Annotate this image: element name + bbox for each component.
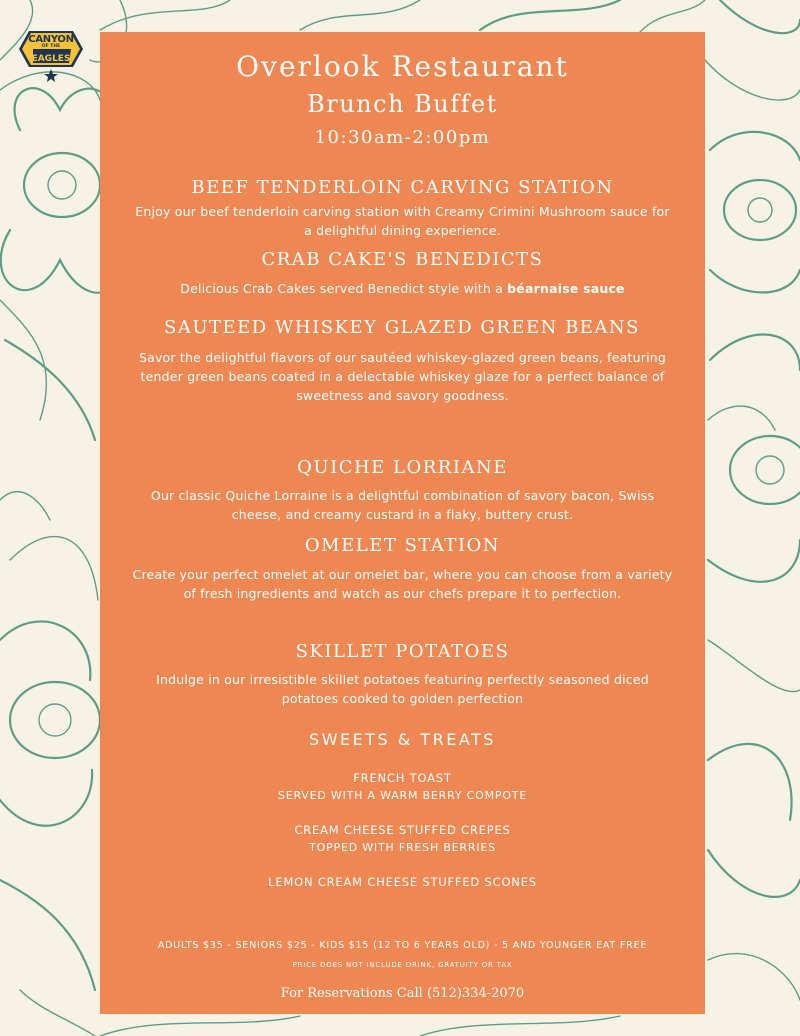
- flower-illustration: [708, 335, 800, 1000]
- sweets-item-name: FRENCH TOAST: [353, 771, 452, 785]
- menu-item-description: Enjoy our beef tenderloin carving station with Creamy Crimini Mushroom sauce for a delightful dining experience.: [135, 204, 670, 238]
- description-bold-text: béarnaise sauce: [507, 281, 625, 296]
- logo-text-of-the: OF THE: [41, 44, 61, 49]
- menu-item-description: Indulge in our irresistible skillet potatoes featuring perfectly seasoned diced potatoes cooked to golden perfection: [156, 672, 649, 706]
- menu-item-description: Create your perfect omelet at our omelet bar, where you can choose from a variety of fresh ingredients and watch as our chefs prepare it to perfection.: [132, 567, 673, 601]
- flower-illustration: [100, 1016, 620, 1036]
- menu-item: [130, 316, 675, 405]
- menu-item-description: [130, 279, 675, 298]
- menu-item-name: SAUTEED WHISKEY GLAZED GREEN BEANS: [163, 317, 641, 338]
- menu-item: [130, 640, 675, 708]
- service-hours: 10:30am-2:00pm: [314, 127, 491, 148]
- menu-item: [130, 248, 675, 298]
- menu-item-name: CRAB CAKE'S BENEDICTS: [261, 249, 544, 270]
- menu-item: [130, 176, 675, 240]
- logo-text-canyon: CANYON: [28, 34, 74, 45]
- menu-item-description: Our classic Quiche Lorraine is a delightful combination of savory bacon, Swiss cheese, and creamy custard in a flaky, buttery crust.: [150, 488, 655, 522]
- menu-item-description: Savor the delightful flavors of our sautéed whiskey-glazed green beans, featuring tender green beans coated in a delectable whiskey glaze for a perfect balance of sweetness and savory goodness.: [138, 350, 667, 403]
- menu-subtitle: Brunch Buffet: [307, 90, 498, 118]
- flower-illustration: [705, 0, 800, 293]
- description-text: Delicious Crab Cakes served Benedict style with a: [180, 281, 508, 296]
- canyon-of-the-eagles-logo: [15, 25, 87, 87]
- price-note: PRICE DOES NOT INCLUDE DRINK, GRATUITY OR TAX: [292, 961, 513, 969]
- menu-item-name: BEEF TENDERLOIN CARVING STATION: [191, 177, 614, 198]
- sweets-item-name: LEMON CREAM CHEESE STUFFED SCONES: [268, 875, 537, 889]
- menu-item: [130, 534, 675, 603]
- menu-item-name: QUICHE LORRIANE: [297, 457, 508, 478]
- sweets-item: [100, 874, 705, 891]
- sweets-item: [100, 770, 705, 804]
- sweets-item-name: CREAM CHEESE STUFFED CREPES: [294, 823, 511, 837]
- reservations-text: For Reservations Call (512)334-2070: [280, 986, 525, 1001]
- sweets-item: [100, 822, 705, 856]
- menu-panel: [100, 32, 705, 1014]
- logo-text-eagles: EAGLES: [31, 54, 71, 64]
- pricing-text: ADULTS $35 - SENIORS $25 - KIDS $15 (12 TO 6 YEARS OLD) - 5 AND YOUNGER EAT FREE: [157, 940, 648, 951]
- menu-item: [130, 456, 675, 524]
- flower-illustration: [0, 492, 100, 1036]
- sweets-heading: SWEETS & TREATS: [309, 730, 496, 749]
- flower-illustration: [100, 0, 705, 32]
- menu-item-name: OMELET STATION: [304, 535, 501, 556]
- sweets-item-sub: SERVED WITH A WARM BERRY COMPOTE: [277, 789, 528, 802]
- restaurant-title: Overlook Restaurant: [236, 50, 569, 83]
- menu-item-name: SKILLET POTATOES: [295, 641, 510, 662]
- sweets-item-sub: TOPPED WITH FRESH BERRIES: [309, 841, 496, 854]
